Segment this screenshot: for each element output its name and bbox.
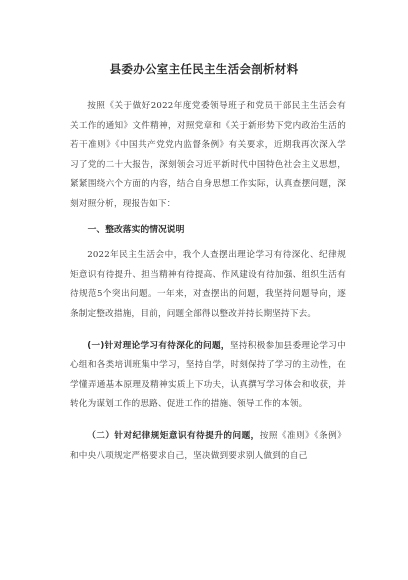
section-heading: 一、整改落实的情况说明 <box>87 224 185 235</box>
document-title: 县委办公室主任民主生活会剖析材料 <box>109 62 299 76</box>
item-paragraph-1 <box>70 337 346 415</box>
section-paragraph: 2022年民主生活会中，我个人查摆出理论学习有待深化、纪律规矩意识有待提升、担当精神有待提高、作风建设有待加强、组织生活有待规范5个突出问题。一年来，对查摆出的问题，我坚持问题导向，逐条制定整改措施，目前，问题全部得以整改并持长期坚持下去。 <box>70 250 346 319</box>
item-text-1: 坚持积极参加县委理论学习中心组和各类培训班集中学习，坚持自学，时刻保持了学习的主动性，在学懂弄通基本原理及精神实质上下功夫，认真撰写学习体会和收获，并转化为谋划工作的思路、促进工作的措施、领导工作的本领。 <box>70 340 346 410</box>
intro-paragraph: 按照《关于做好2022年度党委领导班子和党员干部民主生活会有关工作的通知》文件精神，对照党章和《关于新形势下党内政治生活的若干准则》《中国共产党党内监督条例》有关要求，近期我再次深入学习了党的二十大报告，深刻领会习近平新时代中国特色社会主义思想，紧紧围绕六个方面的内容，结合自身思想工作实际，认真查摆问题，深刻对照分析，现报告如下： <box>70 101 346 209</box>
document-body <box>70 97 346 466</box>
item-paragraph-2 <box>70 427 346 466</box>
item-heading-1: (一)针对理论学习有待深化的问题， <box>87 340 230 351</box>
item-heading-2: （二）针对纪律规矩意识有待提升的问题， <box>87 430 260 441</box>
item-text-2: 按照《准则》《条例》和中央八项规定严格要求自己，坚决做到要求别人做到的自己 <box>70 430 347 461</box>
